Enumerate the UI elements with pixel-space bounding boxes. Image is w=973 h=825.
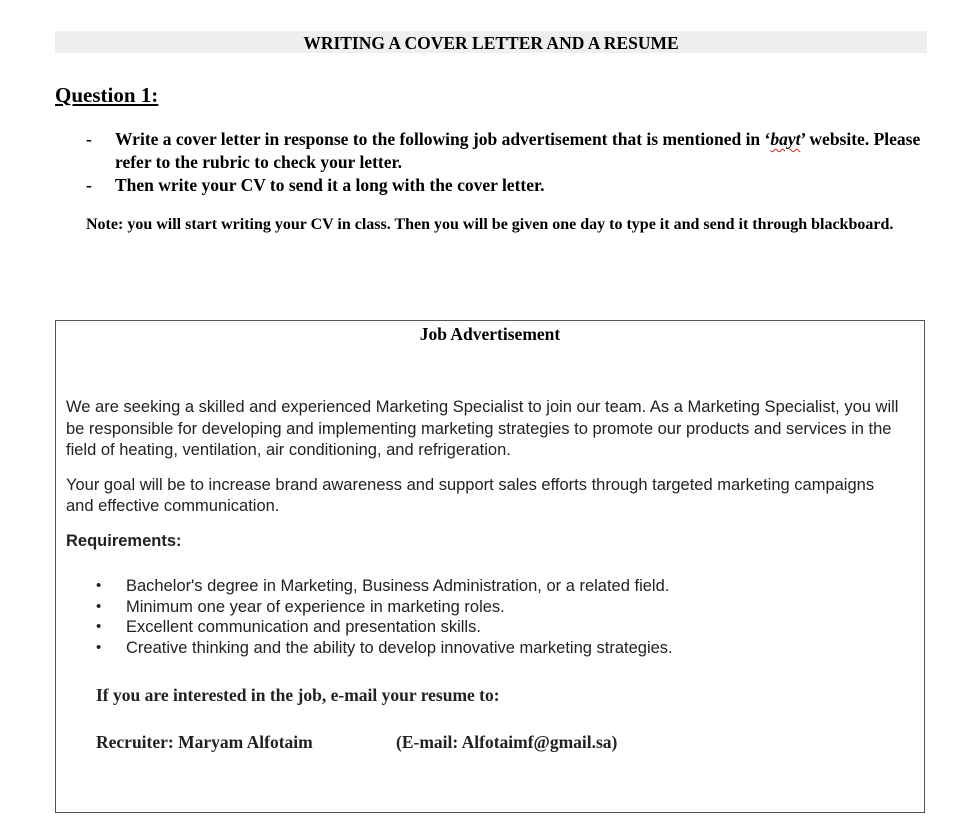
requirement-item <box>66 576 906 597</box>
task-item <box>86 128 921 173</box>
requirement-text: Minimum one year of experience in marketing roles. <box>126 597 505 616</box>
question-heading: Question 1: <box>55 83 159 107</box>
requirement-item <box>66 617 906 638</box>
ad-title: Job Advertisement <box>419 324 561 344</box>
recruiter-name: Recruiter: Maryam Alfotaim <box>96 732 313 752</box>
dash-marker: - <box>86 129 92 149</box>
requirement-text: Creative thinking and the ability to develop innovative marketing strategies. <box>126 638 673 657</box>
job-advertisement-box <box>55 320 925 813</box>
document-title: WRITING A COVER LETTER AND A RESUME <box>55 31 927 53</box>
task-text-start: Write a cover letter in response to the following job advertisement that is mentioned in ‘ <box>115 129 771 149</box>
note-text: Note: you will start writing your CV in class. Then you will be given one day to type it and send it through blackboard. <box>86 216 894 233</box>
apply-instruction: If you are interested in the job, e-mail your resume to: <box>96 685 500 705</box>
task-text-end: ’ website. Please refer to the rubric to check your letter. <box>115 129 921 172</box>
task-item <box>86 174 921 197</box>
bullet-icon: • <box>96 597 102 615</box>
task-text: Then write your CV to send it a long with the cover letter. <box>115 175 545 195</box>
requirements-list <box>66 576 906 658</box>
dash-marker: - <box>86 175 92 195</box>
bullet-icon: • <box>96 638 102 656</box>
site-name: bayt <box>770 129 801 149</box>
recruiter-line <box>96 731 618 753</box>
bullet-icon: • <box>96 618 102 635</box>
ad-paragraph: Your goal will be to increase brand awareness and support sales efforts through targeted marketing campaigns and effective communication. <box>66 475 875 515</box>
ad-paragraph: We are seeking a skilled and experienced Marketing Specialist to join our team. As a Marketing Specialist, you will be responsible for developing and implementing marketing strategies to promote our products and services in the field of heating, ventilation, air conditioning, and refrigeration. <box>66 398 899 459</box>
bullet-icon: • <box>96 577 102 594</box>
requirements-heading: Requirements: <box>66 531 182 550</box>
requirement-text: Excellent communication and presentation skills. <box>126 618 481 636</box>
ad-body <box>66 397 906 658</box>
requirement-item <box>66 638 906 659</box>
requirement-item <box>66 597 906 618</box>
recruiter-email: (E-mail: Alfotaimf@gmail.sa) <box>396 732 618 752</box>
task-list <box>86 128 921 198</box>
requirement-text: Bachelor's degree in Marketing, Business Administration, or a related field. <box>126 577 670 595</box>
